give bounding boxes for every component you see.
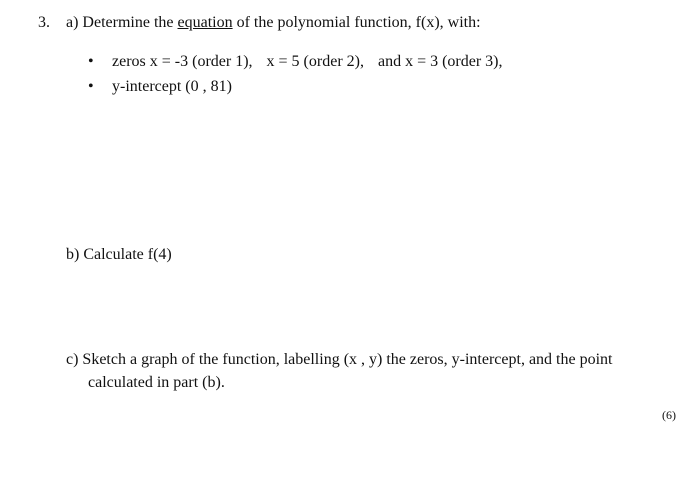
- part-a-prefix: a) Determine the: [66, 14, 178, 31]
- zero-3: and x = 3 (order 3),: [377, 53, 503, 70]
- part-c-prompt-line-1: c) Sketch a graph of the function, labelling (x , y) the zeros, y-intercept, and the point: [66, 351, 613, 368]
- zero-1: zeros x = -3 (order 1),: [112, 53, 253, 70]
- zero-2: x = 5 (order 2),: [266, 53, 364, 70]
- part-a-suffix: of the polynomial function, f(x), with:: [232, 14, 481, 31]
- part-c-prompt-line-2: calculated in part (b).: [88, 374, 225, 391]
- part-b-prompt: b) Calculate f(4): [66, 246, 172, 263]
- bullet-marker: •: [88, 53, 94, 70]
- part-a-underlined-word: equation: [177, 14, 233, 31]
- question-number: 3.: [38, 14, 50, 31]
- bullet-y-intercept-text: y-intercept (0 , 81): [112, 78, 232, 95]
- marks-label: (6): [662, 408, 676, 422]
- bullet-marker: •: [88, 78, 94, 95]
- bullet-zeros-text: [112, 53, 503, 71]
- part-a-prompt: [66, 14, 481, 32]
